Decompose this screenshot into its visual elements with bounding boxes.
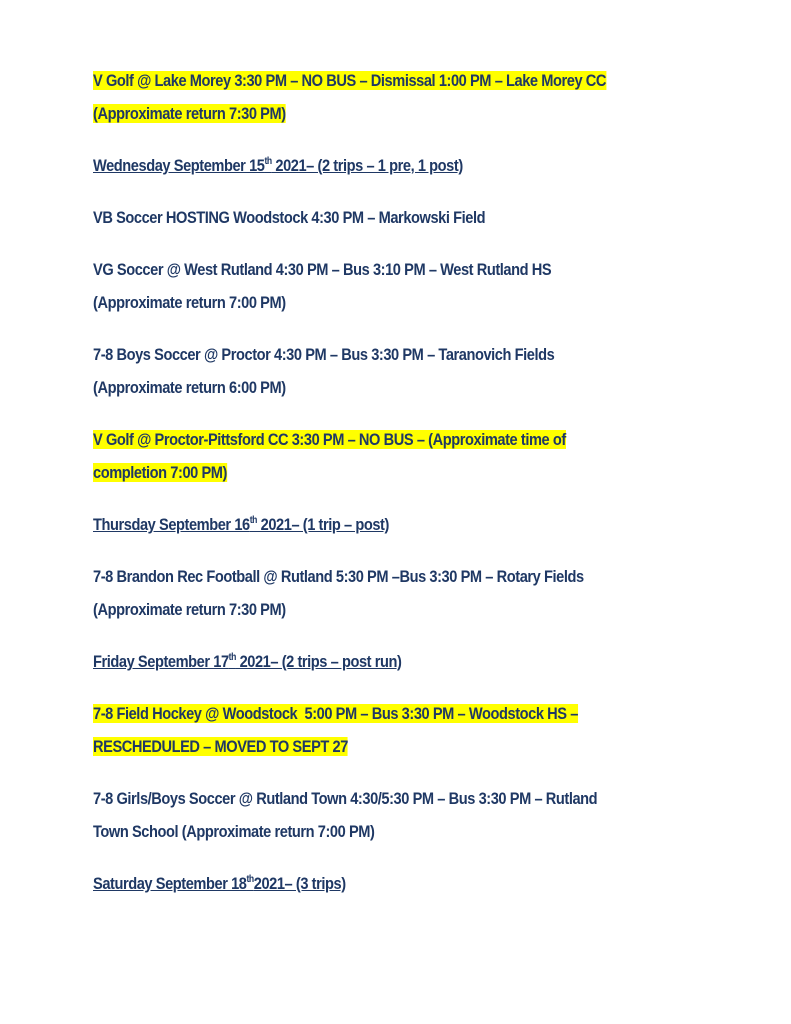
event-vg-soccer bbox=[93, 253, 712, 319]
event-line: V Golf @ Lake Morey 3:30 PM – NO BUS – Dismissal 1:00 PM – Lake Morey CC bbox=[93, 71, 607, 90]
event-line: RESCHEDULED – MOVED TO SEPT 27 bbox=[93, 737, 348, 756]
day-heading-friday bbox=[93, 645, 712, 678]
event-line: completion 7:00 PM) bbox=[93, 463, 227, 482]
schedule-document bbox=[93, 64, 712, 919]
day-label: Thursday September 16 bbox=[93, 515, 250, 534]
day-suffix: th bbox=[246, 874, 254, 885]
event-7-8-boys-soccer bbox=[93, 338, 712, 404]
event-line: 7-8 Field Hockey @ Woodstock 5:00 PM – Bus 3:30 PM – Woodstock HS – bbox=[93, 704, 578, 723]
event-line: Town School (Approximate return 7:00 PM) bbox=[93, 822, 375, 841]
event-v-golf-proctor bbox=[93, 423, 712, 489]
day-heading-saturday bbox=[93, 867, 712, 900]
day-heading-wednesday bbox=[93, 149, 712, 182]
event-line: VB Soccer HOSTING Woodstock 4:30 PM – Markowski Field bbox=[93, 208, 486, 227]
day-rest: 2021– (2 trips – post run) bbox=[235, 652, 402, 671]
day-rest: 2021– (1 trip – post) bbox=[257, 515, 389, 534]
event-line: (Approximate return 7:00 PM) bbox=[93, 293, 286, 312]
day-rest: 2021– (2 trips – 1 pre, 1 post) bbox=[271, 156, 463, 175]
day-label: Saturday September 18 bbox=[93, 874, 247, 893]
day-heading-thursday bbox=[93, 508, 712, 541]
day-rest: 2021– (3 trips) bbox=[253, 874, 346, 893]
event-line: 7-8 Girls/Boys Soccer @ Rutland Town 4:30/5:30 PM – Bus 3:30 PM – Rutland bbox=[93, 789, 598, 808]
event-line: 7-8 Boys Soccer @ Proctor 4:30 PM – Bus 3:30 PM – Taranovich Fields bbox=[93, 345, 555, 364]
event-7-8-girls-boys-soccer bbox=[93, 782, 712, 848]
event-line: 7-8 Brandon Rec Football @ Rutland 5:30 PM –Bus 3:30 PM – Rotary Fields bbox=[93, 567, 584, 586]
day-suffix: th bbox=[249, 515, 258, 526]
event-line: VG Soccer @ West Rutland 4:30 PM – Bus 3:10 PM – West Rutland HS bbox=[93, 260, 552, 279]
day-suffix: th bbox=[228, 652, 236, 663]
event-line: (Approximate return 7:30 PM) bbox=[93, 600, 286, 619]
day-label: Friday September 17 bbox=[93, 652, 229, 671]
event-7-8-football bbox=[93, 560, 712, 626]
event-v-golf-lake-morey bbox=[93, 64, 712, 130]
day-label: Wednesday September 15 bbox=[93, 156, 265, 175]
event-line: V Golf @ Proctor-Pittsford CC 3:30 PM – NO BUS – (Approximate time of bbox=[93, 430, 566, 449]
event-7-8-field-hockey bbox=[93, 697, 712, 763]
event-line: (Approximate return 6:00 PM) bbox=[93, 378, 286, 397]
event-vb-soccer bbox=[93, 201, 712, 234]
event-line: (Approximate return 7:30 PM) bbox=[93, 104, 286, 123]
day-suffix: th bbox=[264, 156, 272, 167]
